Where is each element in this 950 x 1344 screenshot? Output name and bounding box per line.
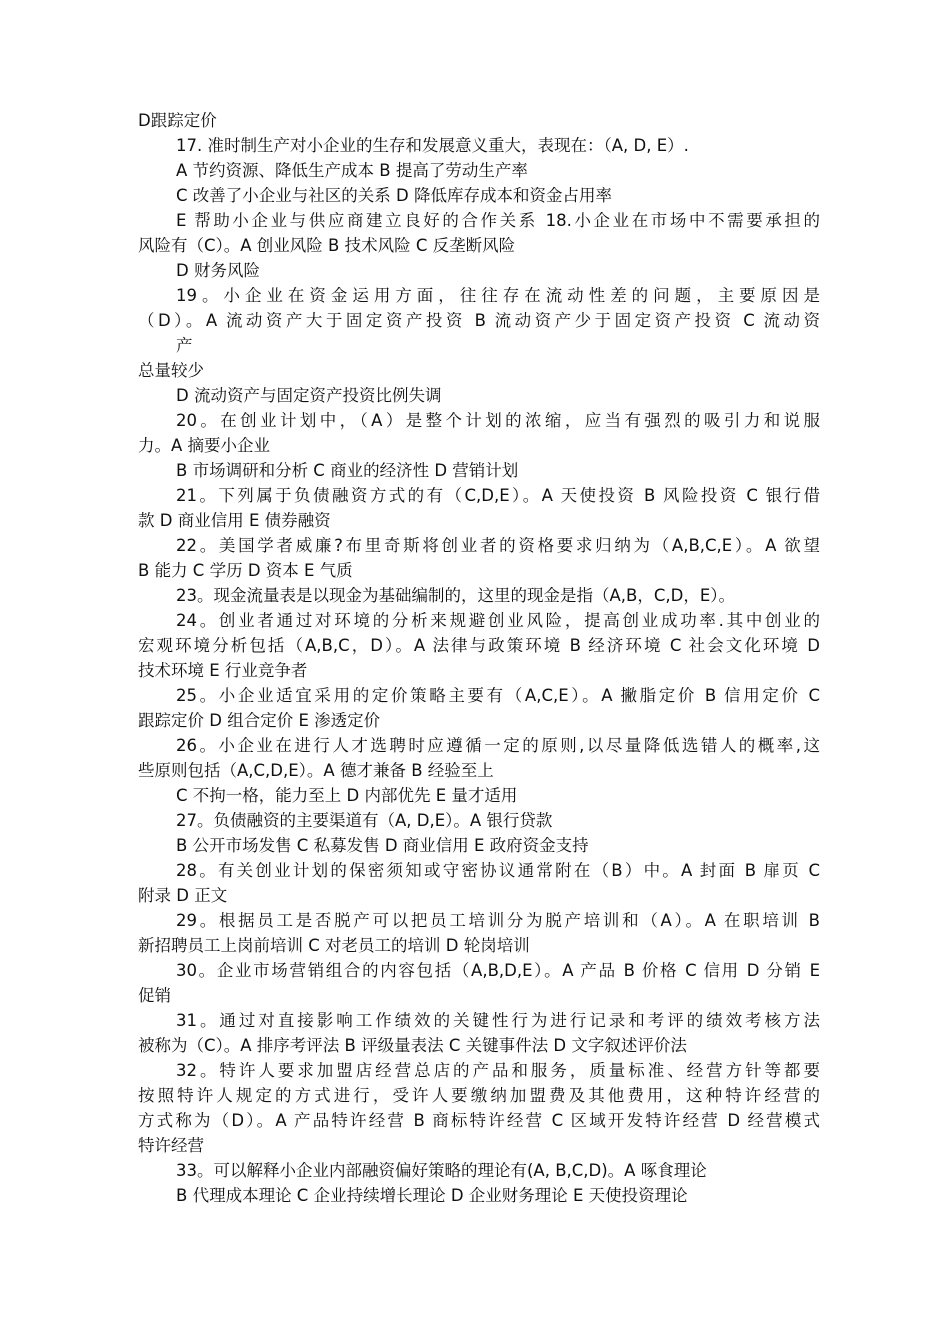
text-line: 方式称为（D）。A 产品特许经营 B 商标特许经营 C 区域开发特许经营 D 经营模式 <box>138 1111 820 1130</box>
text-line: 30。企业市场营销组合的内容包括（A,B,D,E）。A 产品 B 价格 C 信用 D 分销 E <box>176 961 820 980</box>
text-line: C 不拘一格，能力至上 D 内部优先 E 量才适用 <box>176 786 518 805</box>
text-line: 促销 <box>138 986 171 1005</box>
text-line: 风险有（C）。A 创业风险 B 技术风险 C 反垄断风险 <box>138 236 516 255</box>
document-page <box>138 108 820 1208</box>
text-line: 19。小企业在资金运用方面，往往存在流动性差的问题，主要原因是 <box>176 286 820 305</box>
text-line: 27。负债融资的主要渠道有（A, D,E）。A 银行贷款 <box>176 811 553 830</box>
text-line: 32。特许人要求加盟店经营总店的产品和服务，质量标准、经营方针等都要 <box>176 1061 820 1080</box>
text-line: 力。A 摘要小企业 <box>138 436 271 455</box>
text-line: 被称为（C）。A 排序考评法 B 评级量表法 C 关键事件法 D 文字叙述评价法 <box>138 1036 687 1055</box>
text-line: D 流动资产与固定资产投资比例失调 <box>176 386 442 405</box>
text-line: C 改善了小企业与社区的关系 D 降低库存成本和资金占用率 <box>176 186 612 205</box>
text-line: 20。在创业计划中，（A）是整个计划的浓缩，应当有强烈的吸引力和说服 <box>176 411 820 430</box>
text-line: B 公开市场发售 C 私募发售 D 商业信用 E 政府资金支持 <box>176 836 589 855</box>
text-line: 24。创业者通过对环境的分析来规避创业风险，提高创业成功率.其中创业的 <box>176 611 820 630</box>
text-line: 产 <box>176 336 193 355</box>
text-line: 附录 D 正文 <box>138 886 228 905</box>
text-line: 跟踪定价 D 组合定价 E 渗透定价 <box>138 711 381 730</box>
text-line: 25。小企业适宜采用的定价策略主要有（A,C,E）。A 撇脂定价 B 信用定价 C <box>176 686 820 705</box>
text-line: 17. 准时制生产对小企业的生存和发展意义重大，表现在：（A, D, E）. <box>176 136 689 155</box>
text-line: 23。现金流量表是以现金为基础编制的，这里的现金是指（A,B，C,D，E）。 <box>176 586 735 605</box>
text-line: 26。小企业在进行人才选聘时应遵循一定的原则,以尽量降低选错人的概率,这 <box>176 736 820 755</box>
text-line: 31。通过对直接影响工作绩效的关键性行为进行记录和考评的绩效考核方法 <box>176 1011 820 1030</box>
text-line: D跟踪定价 <box>138 111 217 130</box>
text-line: A 节约资源、降低生产成本 B 提高了劳动生产率 <box>176 161 528 180</box>
text-line: B 代理成本理论 C 企业持续增长理论 D 企业财务理论 E 天使投资理论 <box>176 1186 688 1205</box>
text-line: B 能力 C 学历 D 资本 E 气质 <box>138 561 353 580</box>
text-line: B 市场调研和分析 C 商业的经济性 D 营销计划 <box>176 461 519 480</box>
text-line: 特许经营 <box>138 1136 204 1155</box>
text-line: 款 D 商业信用 E 债券融资 <box>138 511 331 530</box>
text-line: （D）。A 流动资产大于固定资产投资 B 流动资产少于固定资产投资 C 流动资 <box>138 311 820 330</box>
text-line: 28。有关创业计划的保密须知或守密协议通常附在（B）中。A 封面 B 扉页 C <box>176 861 820 880</box>
text-line: 些原则包括（A,C,D,E）。A 德才兼备 B 经验至上 <box>138 761 494 780</box>
text-line: 宏观环境分析包括（A,B,C，D）。A 法律与政策环境 B 经济环境 C 社会文化环境 D <box>138 636 820 655</box>
text-line: 按照特许人规定的方式进行，受许人要缴纳加盟费及其他费用，这种特许经营的 <box>138 1086 820 1105</box>
text-line: 新招聘员工上岗前培训 C 对老员工的培训 D 轮岗培训 <box>138 936 530 955</box>
text-line: 29。根据员工是否脱产可以把员工培训分为脱产培训和（A）。A 在职培训 B <box>176 911 820 930</box>
text-line: E 帮助小企业与供应商建立良好的合作关系 18.小企业在市场中不需要承担的 <box>176 211 820 230</box>
text-line: D 财务风险 <box>176 261 260 280</box>
text-line: 33。可以解释小企业内部融资偏好策略的理论有(A, B,C,D)。A 啄食理论 <box>176 1161 707 1180</box>
text-line: 22。美国学者威廉?布里奇斯将创业者的资格要求归纳为（A,B,C,E）。A 欲望 <box>176 536 820 555</box>
text-line: 技术环境 E 行业竞争者 <box>138 661 308 680</box>
text-line: 总量较少 <box>138 361 204 380</box>
text-line: 21。下列属于负债融资方式的有（C,D,E）。A 天使投资 B 风险投资 C 银行借 <box>176 486 820 505</box>
